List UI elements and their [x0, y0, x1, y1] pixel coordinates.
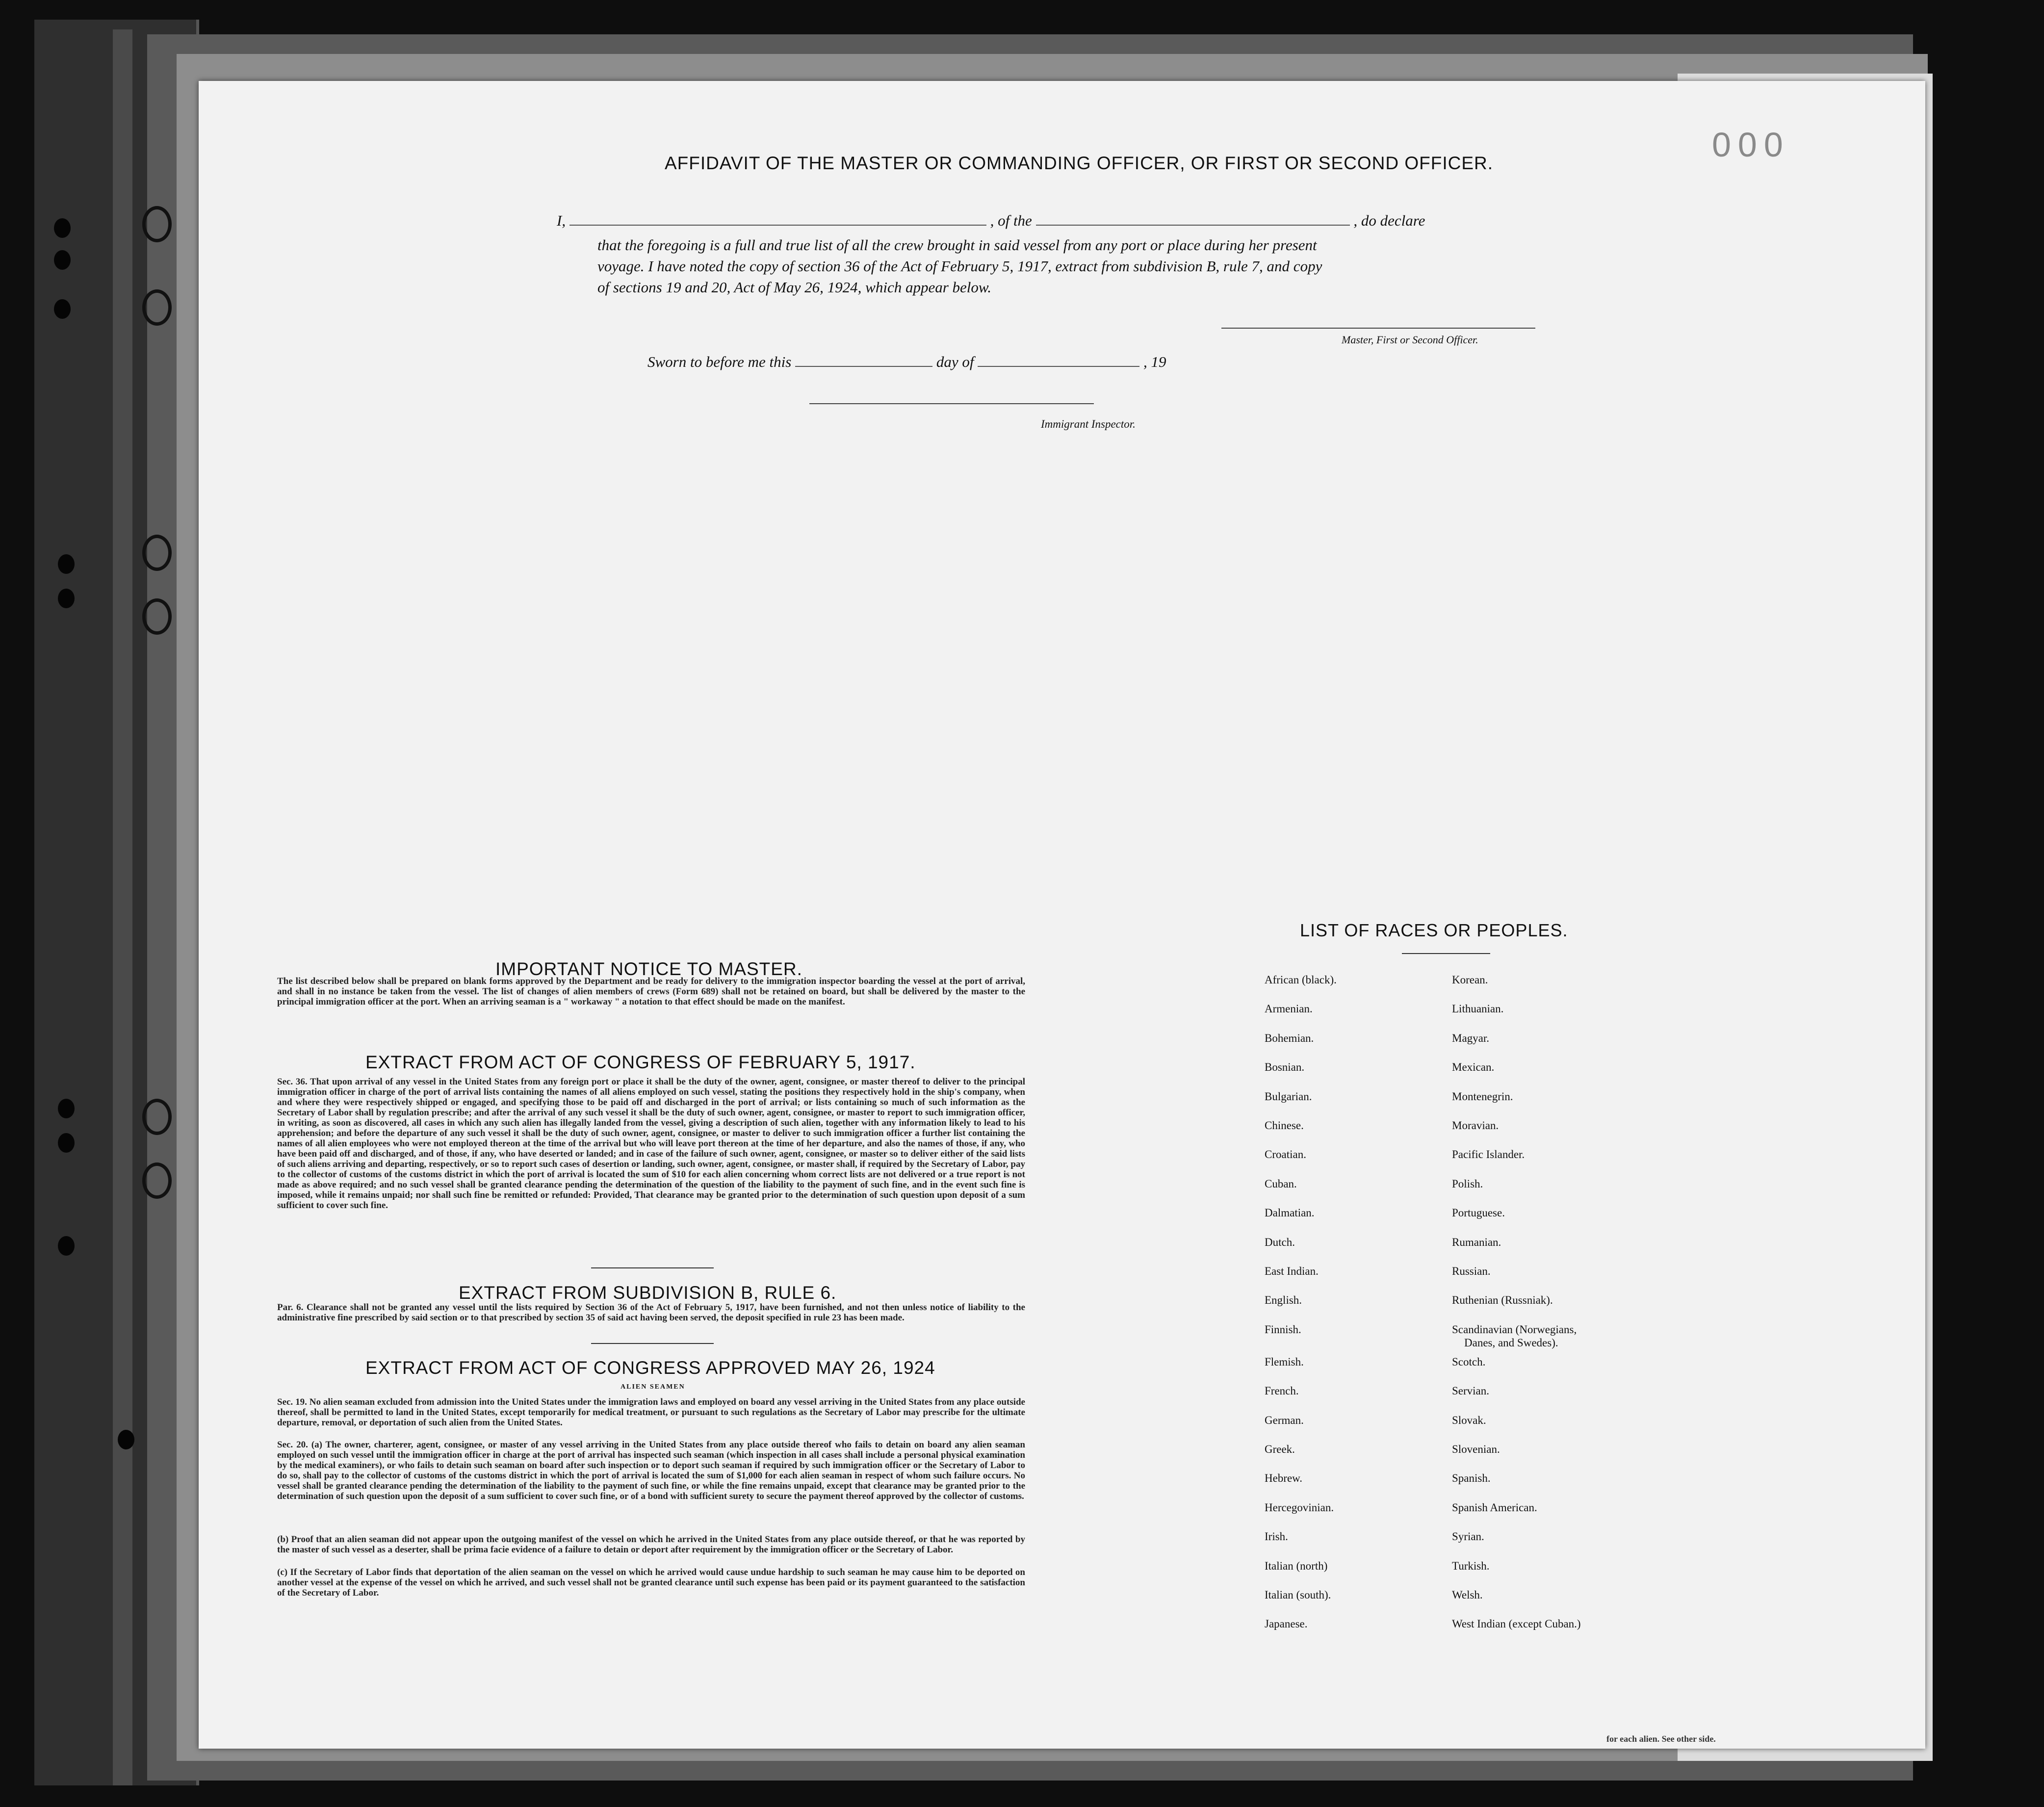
extract-rule6-title: EXTRACT FROM SUBDIVISION B, RULE 6.	[459, 1283, 837, 1303]
race-item: Ruthenian (Russniak).	[1452, 1294, 1553, 1307]
binder-ring	[142, 598, 172, 635]
binder-hole	[54, 250, 71, 270]
affidavit-do-declare: , do declare	[1353, 212, 1425, 229]
race-item: Slovak.	[1452, 1414, 1486, 1426]
sworn-text: Sworn to before me this	[647, 353, 792, 370]
binder-ring	[142, 1162, 172, 1199]
divider	[591, 1343, 714, 1344]
master-signature-label: Master, First or Second Officer.	[1342, 334, 1478, 346]
race-item: Portuguese.	[1452, 1207, 1505, 1219]
extract-1924-sec19: Sec. 19. No alien seaman excluded from admission into the United States under the immigration laws and employed on board any vessel arriving in the United States from any place outside thereof, shall be permitted to land in the United States, except temporarily for medical treatment, or pursuant to such regulations as the Secretary of Labor may prescribe for the ultimate departure, removal, or deportation of such alien from the United States.	[277, 1397, 1025, 1428]
year-text: , 19	[1143, 353, 1166, 370]
binder-hole	[58, 1099, 75, 1118]
race-item: Turkish.	[1452, 1559, 1490, 1572]
race-item: Flemish.	[1265, 1355, 1304, 1368]
race-item: Cuban.	[1265, 1177, 1297, 1190]
race-item: Pacific Islander.	[1452, 1148, 1525, 1161]
race-item: Korean.	[1452, 974, 1488, 986]
extract-1924-sec20b: (b) Proof that an alien seaman did not appear upon the outgoing manifest of the vessel on which he arrived in the United States from any place outside thereof, or that he was reported by the master of such vessel as a deserter, shall be prima facie evidence of a failure to detain or deport after requirement by the immigration officer or the Secretary of Labor.	[277, 1534, 1025, 1555]
race-item: German.	[1265, 1414, 1304, 1426]
race-item: Welsh.	[1452, 1589, 1483, 1601]
race-item: English.	[1265, 1294, 1302, 1307]
race-item: Dutch.	[1265, 1236, 1295, 1248]
affidavit-title: AFFIDAVIT OF THE MASTER OR COMMANDING OFFICER, OR FIRST OR SECOND OFFICER.	[665, 153, 1494, 173]
binder-ring	[142, 289, 172, 326]
binder-hole	[118, 1430, 134, 1449]
race-item: Slovenian.	[1452, 1443, 1500, 1455]
race-item: Armenian.	[1265, 1003, 1313, 1015]
race-item: Spanish.	[1452, 1472, 1491, 1485]
race-item: French.	[1265, 1385, 1299, 1397]
inspector-signature-label: Immigrant Inspector.	[1041, 418, 1136, 430]
affidavit-line-2: that the foregoing is a full and true list of all the crew brought in said vessel from any port or place during her present	[597, 236, 1317, 254]
divider	[1402, 953, 1490, 954]
race-item: Hercegovinian.	[1265, 1501, 1334, 1514]
race-item-continuation: Danes, and Swedes).	[1464, 1337, 1558, 1349]
race-item: Mexican.	[1452, 1061, 1495, 1074]
race-item: Spanish American.	[1452, 1501, 1537, 1514]
race-item: Syrian.	[1452, 1530, 1484, 1543]
binder-ring	[142, 206, 172, 242]
extract-1924-title: EXTRACT FROM ACT OF CONGRESS APPROVED MAY 26, 1924	[365, 1358, 935, 1378]
race-item: Japanese.	[1265, 1618, 1308, 1630]
race-item: Hebrew.	[1265, 1472, 1303, 1485]
master-signature-line[interactable]	[1221, 328, 1535, 329]
race-item: Croatian.	[1265, 1148, 1306, 1161]
binder-ring	[142, 535, 172, 571]
sworn-day-blank[interactable]	[795, 366, 932, 367]
inspector-signature-line[interactable]	[809, 403, 1094, 404]
binder-hole	[58, 554, 75, 574]
binder-hole	[58, 589, 75, 608]
race-item: Russian.	[1452, 1265, 1491, 1277]
binder-hole	[58, 1236, 75, 1256]
race-item: Rumanian.	[1452, 1236, 1501, 1248]
race-item: Irish.	[1265, 1530, 1288, 1543]
extract-1924-sec20c: (c) If the Secretary of Labor finds that deportation of the alien seaman on the vessel on which he arrived would cause undue hardship to such seaman he may cause him to be deported on another vessel at the expense of the vessel on which he arrived, and such vessel shall not be granted clearance until such expense has been paid or its payment guaranteed to the satisfaction of the Secretary of Labor.	[277, 1567, 1025, 1598]
race-item: Moravian.	[1452, 1119, 1499, 1132]
binder-strip	[113, 29, 132, 1785]
binder-hole	[54, 218, 71, 238]
binder-ring	[142, 1099, 172, 1135]
vessel-blank[interactable]	[1036, 225, 1350, 226]
affidavit-line-4: of sections 19 and 20, Act of May 26, 1924, which appear below.	[597, 279, 992, 296]
race-item: Dalmatian.	[1265, 1207, 1315, 1219]
race-item: Scotch.	[1452, 1355, 1486, 1368]
race-item: Greek.	[1265, 1443, 1295, 1455]
race-item: Finnish.	[1265, 1323, 1301, 1336]
race-item: African (black).	[1265, 974, 1337, 986]
notice-title: IMPORTANT NOTICE TO MASTER.	[495, 959, 802, 979]
race-item: Magyar.	[1452, 1032, 1490, 1044]
affidavit-line-1	[557, 212, 1425, 230]
race-item: Lithuanian.	[1452, 1003, 1504, 1015]
affidavit-of-the: , of the	[990, 212, 1032, 229]
affidavit-line-3: voyage. I have noted the copy of section 36 of the Act of February 5, 1917, extract from subdivision B, rule 7, and copy	[597, 258, 1322, 275]
race-item: Italian (north)	[1265, 1559, 1328, 1572]
race-item: Bohemian.	[1265, 1032, 1314, 1044]
race-item: Bulgarian.	[1265, 1090, 1312, 1103]
race-item: Italian (south).	[1265, 1589, 1331, 1601]
races-title: LIST OF RACES OR PEOPLES.	[1300, 920, 1568, 940]
binder-hole	[58, 1133, 75, 1153]
race-item: East Indian.	[1265, 1265, 1319, 1277]
footer-fragment: for each alien. See other side.	[1606, 1734, 1716, 1744]
divider	[591, 1267, 714, 1268]
race-item: Scandinavian (Norwegians,	[1452, 1323, 1577, 1336]
extract-rule6-body: Par. 6. Clearance shall not be granted any vessel until the lists required by Section 36 of the Act of February 5, 1917, have been furnished, and not then unless notice of liability to the administrative fine prescribed by said section or to that prescribed by section 35 of said act having been served, the deposit specified in rule 23 has been made.	[277, 1302, 1025, 1323]
name-blank[interactable]	[569, 225, 986, 226]
extract-1917-title: EXTRACT FROM ACT OF CONGRESS OF FEBRUARY 5, 1917.	[365, 1052, 916, 1072]
day-of-text: day of	[936, 353, 974, 370]
extract-1924-sec20a: Sec. 20. (a) The owner, charterer, agent, consignee, or master of any vessel arriving in the United States from any place outside thereof who fails to detain on board any alien seaman employed on such vessel until the immigration officer in charge at the port of arrival has inspected such seaman (which inspection in all cases shall include a personal physical examination by the medical examiners), or who fails to detain such seaman on board after such inspection or to deport such seaman if required by such immigration officer or the Secretary of Labor to do so, shall pay to the collector of customs of the customs district in which the port of arrival is located the sum of $1,000 for each alien seaman in respect of whom such failure occurs. No vessel shall be granted clearance pending the determination of the liability to the payment of such fine, or while the fine remains unpaid, except that clearance may be granted prior to the determination of such question upon the deposit of a sum sufficient to cover such fine, or of a bond with sufficient surety to secure the payment thereof approved by the collector of customs.	[277, 1440, 1025, 1501]
race-item: Servian.	[1452, 1385, 1490, 1397]
extract-1917-body: Sec. 36. That upon arrival of any vessel in the United States from any foreign port or place it shall be the duty of the owner, agent, consignee, or master thereof to deliver to the principal immigration officer in charge of the port of arrival lists containing the names of all aliens employed on such vessel, stating the positions they respectively hold in the ship's company, when and where they were respectively shipped or engaged, and specifying those to be paid off and discharged in the port of arrival; or lists containing so much of such information as the Secretary of Labor shall by regulation prescribe; and after the arrival of any such vessel it shall be the duty of such owner, agent, consignee, or master to report to such immigration officer, in writing, as soon as discovered, all cases in which any such alien has illegally landed from the vessel, giving a description of such alien, together with any information likely to lead to his apprehension; and before the departure of any such vessel it shall be the duty of such owner, agent, consignee, or master to deliver to such immigration officer a further list containing the names of all alien employees who were not employed thereon at the time of the arrival but who will leave port thereon at the time of her departure, and also the names of those, if any, who have been paid off and discharged, and of those, if any, who have deserted or landed; and in case of the failure of such owner, agent, consignee, or master so to deliver either of the said lists of such aliens arriving and departing, respectively, or so to report such cases of desertion or landing, such owner, agent, consignee, or master shall, if required by the Secretary of Labor, pay to the collector of customs of the customs district in which the port of arrival is located the sum of $10 for each alien concerning whom correct lists are not delivered or a true report is not made as above required; and no such vessel shall be granted clearance pending the determination of the question of the liability to the payment of such fine, and in the event such fine is imposed, while it remains unpaid; nor shall such fine be remitted or refunded: Provided, That clearance may be granted prior to the determination of such question upon deposit of a sum sufficient to cover such fine.	[277, 1077, 1025, 1211]
race-item: Chinese.	[1265, 1119, 1304, 1132]
alien-seamen-subtitle: ALIEN SEAMEN	[621, 1383, 685, 1391]
binder-hole	[54, 299, 71, 319]
race-item: Polish.	[1452, 1177, 1483, 1190]
race-item: Montenegrin.	[1452, 1090, 1513, 1103]
notice-body: The list described below shall be prepared on blank forms approved by the Department and be ready for delivery to the immigration inspector boarding the vessel at the port of arrival, and shall in no instance be taken from the vessel. The list of changes of alien members of crews (Form 689) shall not be retained on board, but shall be delivered by the master to the principal immigration officer at the port. When an arriving seaman is a " workaway " a notation to that effect should be made on the manifest.	[277, 976, 1025, 1007]
stamp-number: 000	[1712, 126, 1790, 164]
affidavit-i: I,	[557, 212, 566, 229]
race-item: Bosnian.	[1265, 1061, 1305, 1074]
sworn-month-blank[interactable]	[978, 366, 1139, 367]
race-item: West Indian (except Cuban.)	[1452, 1618, 1581, 1630]
sworn-line	[647, 353, 1166, 371]
